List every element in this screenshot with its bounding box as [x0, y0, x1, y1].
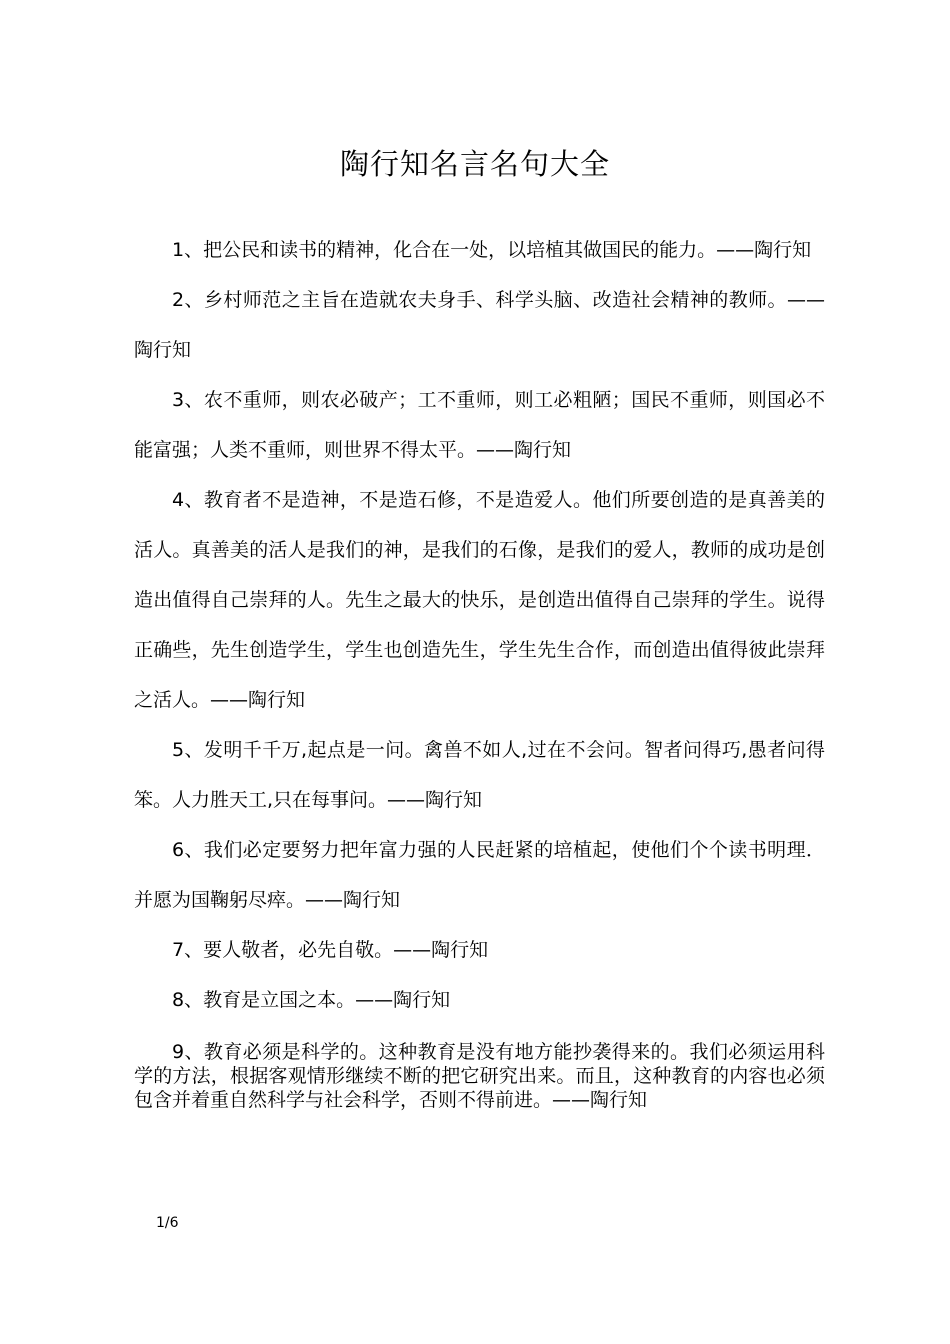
quote-paragraph-2: 2、乡村师范之主旨在造就农夫身手、科学头脑、改造社会精神的教师。——陶行知: [134, 289, 825, 361]
quote-paragraph-5: 5、发明千千万,起点是一问。禽兽不如人,过在不会问。智者问得巧,愚者问得笨。人力胜天工,只在每事问。——陶行知: [134, 739, 825, 811]
quote-paragraph-6: 6、我们必定要努力把年富力强的人民赶紧的培植起，使他们个个读书明理．并愿为国鞠躬尽瘁。——陶行知: [134, 839, 825, 911]
quote-paragraph-8: 8、教育是立国之本。——陶行知: [172, 989, 451, 1011]
quote-paragraph-1: 1、把公民和读书的精神，化合在一处，以培植其做国民的能力。——陶行知: [172, 239, 812, 261]
quote-paragraph-3: 3、农不重师，则农必破产；工不重师，则工必粗陋；国民不重师，则国必不能富强；人类不重师，则世界不得太平。——陶行知: [134, 389, 825, 461]
document-body: [134, 225, 825, 1112]
page-number: 1/6: [156, 1215, 179, 1231]
quote-paragraph-7: 7、要人敬者，必先自敬。——陶行知: [172, 939, 489, 961]
quote-paragraph-4: 4、教育者不是造神，不是造石修，不是造爱人。他们所要创造的是真善美的活人。真善美的活人是我们的神，是我们的石像，是我们的爱人，教师的成功是创造出值得自己崇拜的人。先生之最大的快乐，是创造出值得自己崇拜的学生。说得正确些，先生创造学生，学生也创造先生，学生先生合作，而创造出值得彼此崇拜之活人。——陶行知: [134, 489, 825, 711]
quote-paragraph-9: 9、教育必须是科学的。这种教育是没有地方能抄袭得来的。我们必须运用科学的方法，根据客观情形继续不断的把它研究出来。而且，这种教育的内容也必须包含并着重自然科学与社会科学，否则不得前进。——陶行知: [134, 1041, 825, 1111]
document-title: 陶行知名言名句大全: [339, 147, 610, 181]
